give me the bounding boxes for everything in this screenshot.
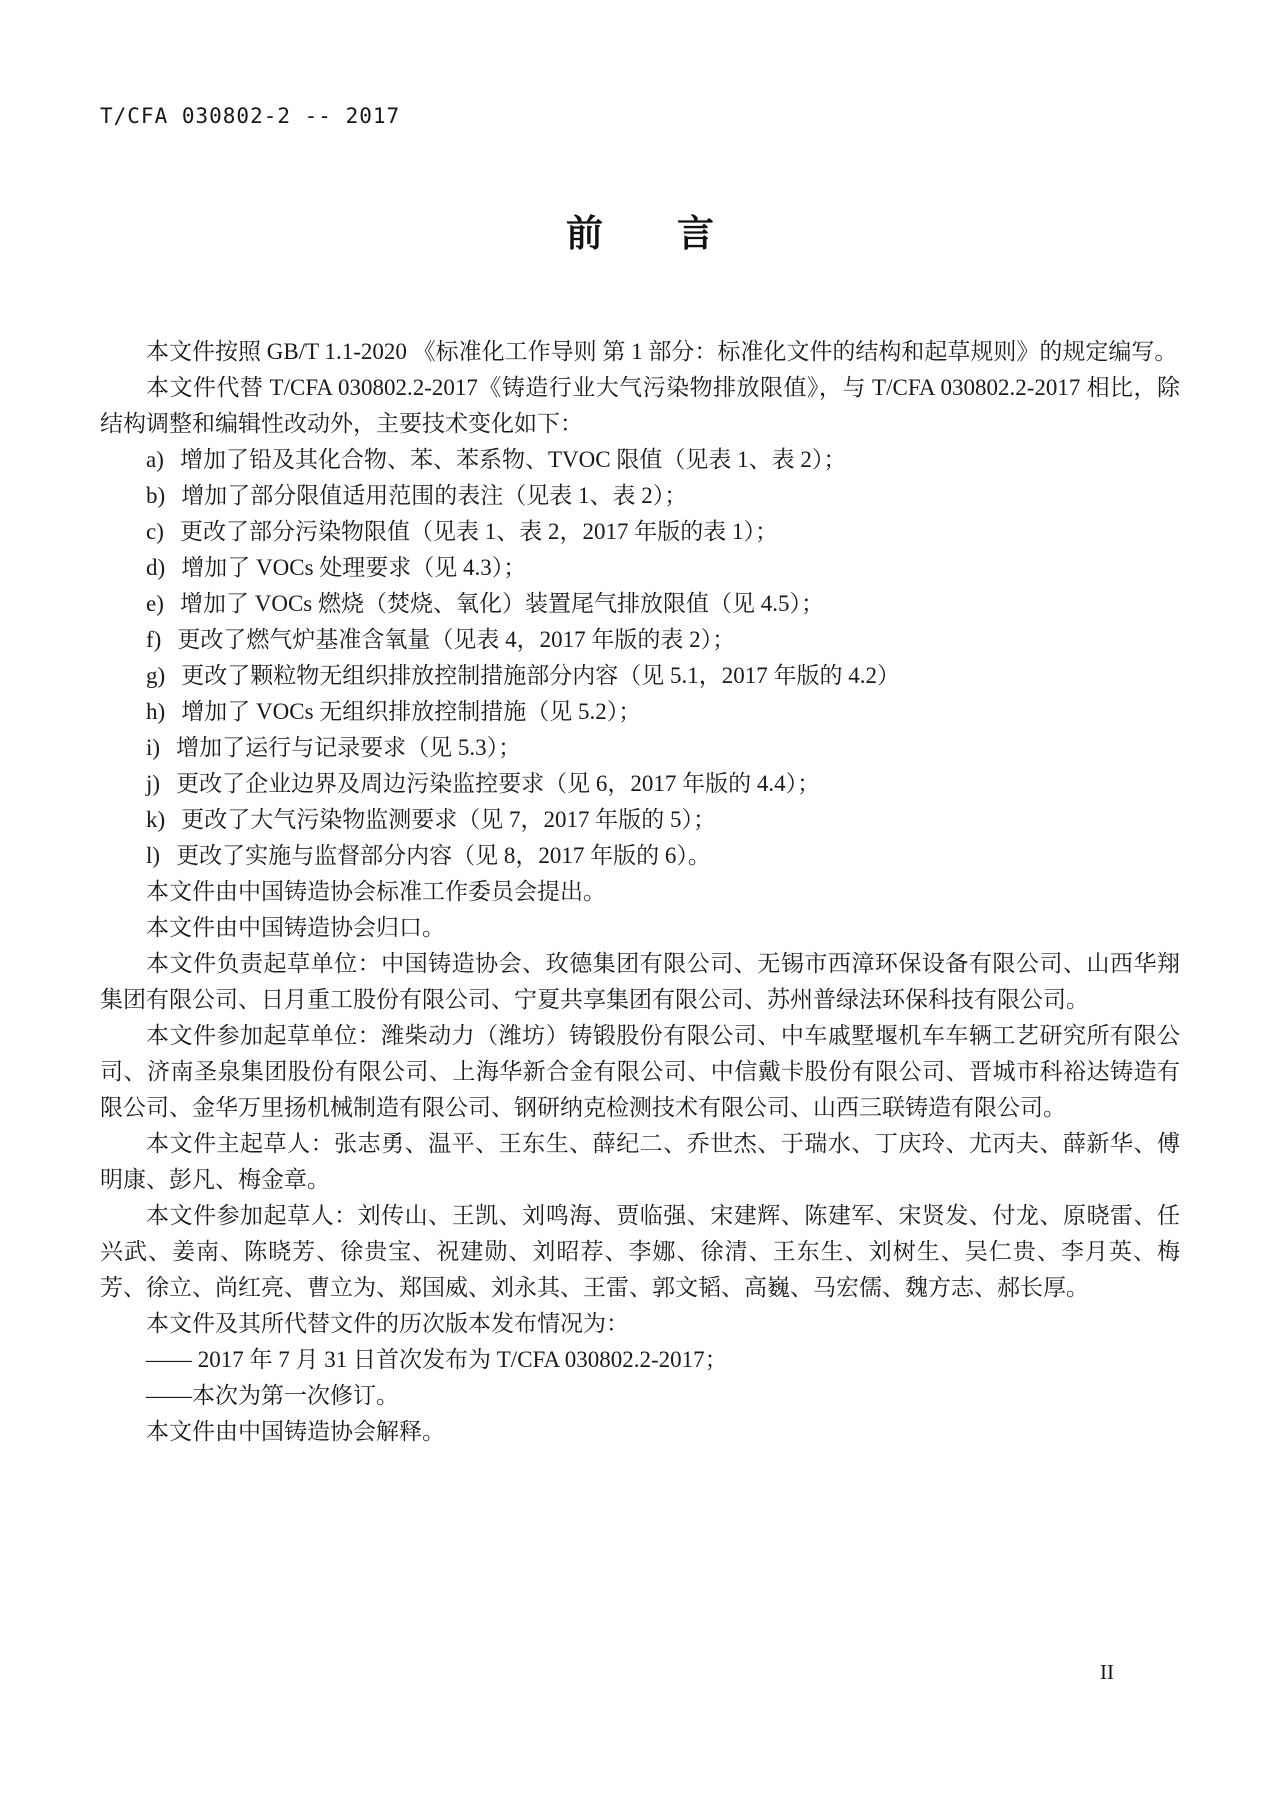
paragraph-intro: 本文件按照 GB/T 1.1-2020 《标准化工作导则 第 1 部分：标准化文件的结构和起草规则》的规定编写。 bbox=[146, 339, 1178, 364]
change-item-text: 更改了颗粒物无组织排放控制措施部分内容（见 5.1，2017 年版的 4.2） bbox=[181, 663, 901, 688]
paragraph-chief-drafters: 本文件主起草人：张志勇、温平、王东生、薛纪二、乔世杰、于瑞水、丁庆玲、尤丙夫、薛新华、傅明康、彭凡、梅金章。 bbox=[100, 1131, 1180, 1192]
change-item-k bbox=[100, 802, 1180, 838]
change-item-text: 增加了 VOCs 燃烧（焚烧、氧化）装置尾气排放限值（见 4.5）； bbox=[179, 591, 824, 616]
paragraph-proposed: 本文件由中国铸造协会标准工作委员会提出。 bbox=[146, 879, 606, 904]
history-item-first-release: —— 2017 年 7 月 31 日首次发布为 T/CFA 030802.2-2017； bbox=[146, 1347, 728, 1372]
change-item-text: 更改了大气污染物监测要求（见 7，2017 年版的 5）； bbox=[181, 807, 717, 832]
change-item-label: i) bbox=[146, 735, 161, 760]
history-item-first-revision: ——本次为第一次修订。 bbox=[146, 1383, 399, 1408]
change-item-g bbox=[100, 658, 1180, 694]
change-item-label: a) bbox=[146, 447, 164, 472]
change-item-label: k) bbox=[146, 807, 166, 832]
change-item-f bbox=[100, 622, 1180, 658]
change-item-text: 更改了企业边界及周边污染监控要求（见 6，2017 年版的 4.4）； bbox=[176, 771, 821, 796]
change-item-d bbox=[100, 550, 1180, 586]
paragraph-replace: 本文件代替 T/CFA 030802.2-2017《铸造行业大气污染物排放限值》，与 T/CFA 030802.2-2017 相比，除结构调整和编辑性改动外，主要技术变化如下： bbox=[100, 375, 1180, 436]
change-item-text: 更改了实施与监督部分内容（见 8，2017 年版的 6）。 bbox=[176, 843, 711, 868]
change-item-a bbox=[100, 442, 1180, 478]
paragraph-participating-units: 本文件参加起草单位：潍柴动力（潍坊）铸锻股份有限公司、中车戚墅堰机车车辆工艺研究所有限公司、济南圣泉集团股份有限公司、上海华新合金有限公司、中信戴卡股份有限公司、晋城市科裕达铸造有限公司、金华万里扬机械制造有限公司、钢研纳克检测技术有限公司、山西三联铸造有限公司。 bbox=[100, 1023, 1180, 1120]
change-item-label: c) bbox=[146, 519, 164, 544]
change-item-e bbox=[100, 586, 1180, 622]
change-item-text: 增加了铅及其化合物、苯、苯系物、TVOC 限值（见表 1、表 2）； bbox=[179, 447, 847, 472]
foreword-body bbox=[100, 334, 1180, 1450]
change-item-b bbox=[100, 478, 1180, 514]
change-item-text: 更改了燃气炉基准含氧量（见表 4，2017 年版的表 2）； bbox=[177, 627, 736, 652]
change-item-text: 增加了 VOCs 处理要求（见 4.3）； bbox=[181, 555, 527, 580]
change-item-label: g) bbox=[146, 663, 166, 688]
change-item-text: 增加了运行与记录要求（见 5.3）； bbox=[176, 735, 522, 760]
change-item-label: h) bbox=[146, 699, 166, 724]
paragraph-interpretation: 本文件由中国铸造协会解释。 bbox=[146, 1419, 445, 1444]
change-item-label: b) bbox=[146, 483, 166, 508]
foreword-title: 前 言 bbox=[566, 212, 714, 255]
standard-number: T/CFA 030802-2 -- 2017 bbox=[100, 104, 401, 128]
paragraph-centralized: 本文件由中国铸造协会归口。 bbox=[146, 915, 445, 940]
paragraph-chief-units: 本文件负责起草单位：中国铸造协会、玫德集团有限公司、无锡市西漳环保设备有限公司、山西华翔集团有限公司、日月重工股份有限公司、宁夏共享集团有限公司、苏州普绿法环保科技有限公司。 bbox=[100, 951, 1180, 1012]
change-item-text: 增加了部分限值适用范围的表注（见表 1、表 2）； bbox=[181, 483, 688, 508]
change-item-l bbox=[100, 838, 1180, 874]
change-item-label: l) bbox=[146, 843, 161, 868]
change-item-c bbox=[100, 514, 1180, 550]
change-item-j bbox=[100, 766, 1180, 802]
paragraph-participating-drafters: 本文件参加起草人：刘传山、王凯、刘鸣海、贾临强、宋建辉、陈建军、宋贤发、付龙、原晓雷、任兴武、姜南、陈晓芳、徐贵宝、祝建勋、刘昭荐、李娜、徐清、王东生、刘树生、吴仁贵、李月英、梅芳、徐立、尚红亮、曹立为、郑国威、刘永其、王雷、郭文韬、高巍、马宏儒、魏方志、郝长厚。 bbox=[100, 1203, 1180, 1300]
paragraph-history-intro: 本文件及其所代替文件的历次版本发布情况为： bbox=[146, 1311, 629, 1336]
change-item-label: j) bbox=[146, 771, 161, 796]
change-item-label: f) bbox=[146, 627, 162, 652]
change-item-text: 更改了部分污染物限值（见表 1、表 2，2017 年版的表 1）； bbox=[179, 519, 778, 544]
change-item-text: 增加了 VOCs 无组织排放控制措施（见 5.2）； bbox=[181, 699, 642, 724]
change-item-label: e) bbox=[146, 591, 164, 616]
change-item-h bbox=[100, 694, 1180, 730]
page-number: II bbox=[1100, 1660, 1114, 1684]
change-item-label: d) bbox=[146, 555, 166, 580]
change-item-i bbox=[100, 730, 1180, 766]
